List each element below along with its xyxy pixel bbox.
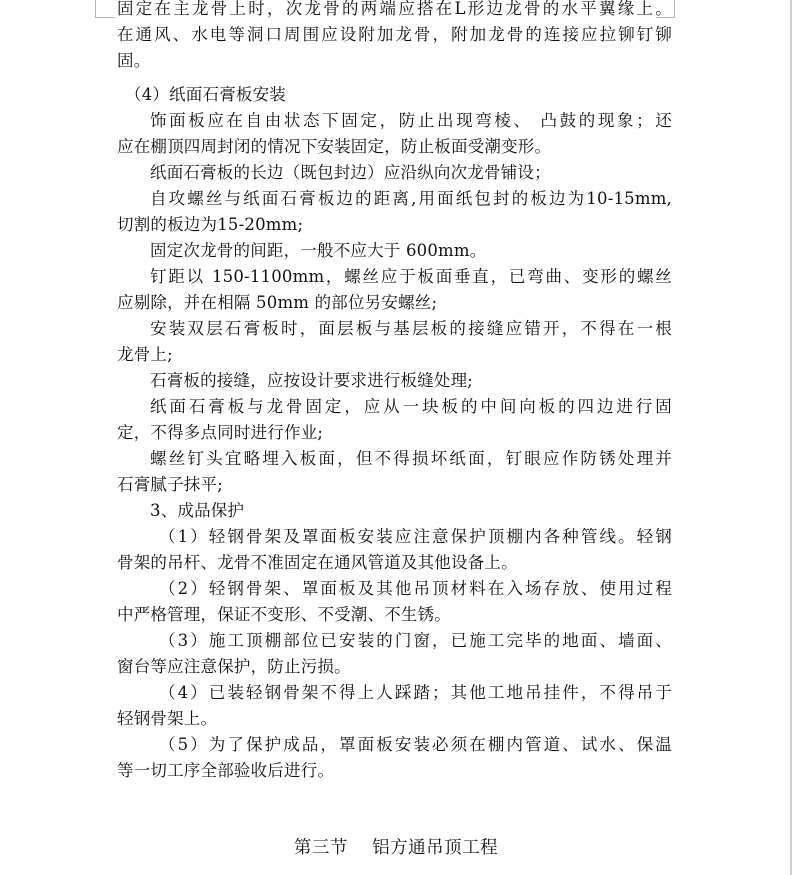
text-line: 应剔除，并在相隔 50mm 的部位另安螺丝; (117, 293, 438, 312)
text-line: 纸面石膏板的长边（既包封边）应沿纵向次龙骨铺设； (150, 163, 551, 182)
text-line: 固定在主龙骨上时，次龙骨的两端应搭在L形边龙骨的水平翼缘上。 (117, 0, 672, 18)
text-line: 定，不得多点同时进行作业; (117, 423, 324, 442)
text-line: 轻钢骨架上。 (117, 709, 218, 728)
text-line: 纸面石膏板与龙骨固定，应从一块板的中间向板的四边进行固 (150, 397, 672, 416)
text-line: 固。 (117, 51, 151, 70)
text-line: 螺丝钉头宜略埋入板面，但不得损坏纸面，钉眼应作防锈处理并 (150, 449, 672, 468)
text-line: 等一切工序全部验收后进行。 (117, 761, 335, 780)
text-line: 窗台等应注意保护，防止污损。 (117, 657, 351, 676)
corner-mark-left-vertical (95, 0, 96, 18)
text-line: 钉距以 150-1100mm，螺丝应于板面垂直，已弯曲、变形的螺丝 (150, 267, 672, 286)
text-line: （5）为了保护成品，罩面板安装必须在棚内管道、试水、保温 (159, 735, 672, 754)
subheading-gypsum-board-installation: （4）纸面石膏板安装 (125, 85, 286, 104)
text-line: （2）轻钢骨架、罩面板及其他吊顶材料在入场存放、使用过程 (159, 579, 672, 598)
text-line: 在通风、水电等洞口周围应设附加龙骨，附加龙骨的连接应拉铆钉铆 (117, 25, 672, 44)
text-line: 龙骨上; (117, 345, 173, 364)
text-line: 应在棚顶四周封闭的情况下安装固定，防止板面受潮变形。 (117, 137, 552, 156)
text-line: 安装双层石膏板时，面层板与基层板的接缝应错开，不得在一根 (150, 319, 672, 338)
text-line: （4）已装轻钢骨架不得上人踩踏；其他工地吊挂件，不得吊于 (159, 683, 672, 702)
text-line: 固定次龙骨的间距，一般不应大于 600mm。 (150, 241, 487, 260)
text-line: （3）施工顶棚部位已安装的门窗，已施工完毕的地面、墙面、 (159, 631, 672, 650)
text-line: 切割的板边为15-20mm; (117, 215, 304, 234)
text-line: 石膏腻子抹平; (117, 475, 223, 494)
document-body (117, 0, 672, 784)
text-line: 自攻螺丝与纸面石膏板边的距离,用面纸包封的板边为10-15mm, (150, 189, 672, 208)
subheading-finished-product-protection: 3、成品保护 (150, 501, 245, 520)
section-title: 第三节 铝方通吊顶工程 (293, 838, 499, 858)
corner-mark-left-horizontal (95, 17, 115, 18)
text-line: 骨架的吊杆、龙骨不准固定在通风管道及其他设备上。 (117, 553, 518, 572)
text-line: 中严格管理，保证不变形、不受潮、不生锈。 (117, 605, 451, 624)
text-line: （1）轻钢骨架及罩面板安装应注意保护顶棚内各种管线。轻钢 (159, 527, 672, 546)
corner-mark-right-vertical (674, 0, 675, 18)
text-line: 石膏板的接缝，应按设计要求进行板缝处理; (150, 371, 474, 390)
text-line: 饰面板应在自由状态下固定，防止出现弯棱、 凸鼓的现象；还 (150, 111, 672, 130)
